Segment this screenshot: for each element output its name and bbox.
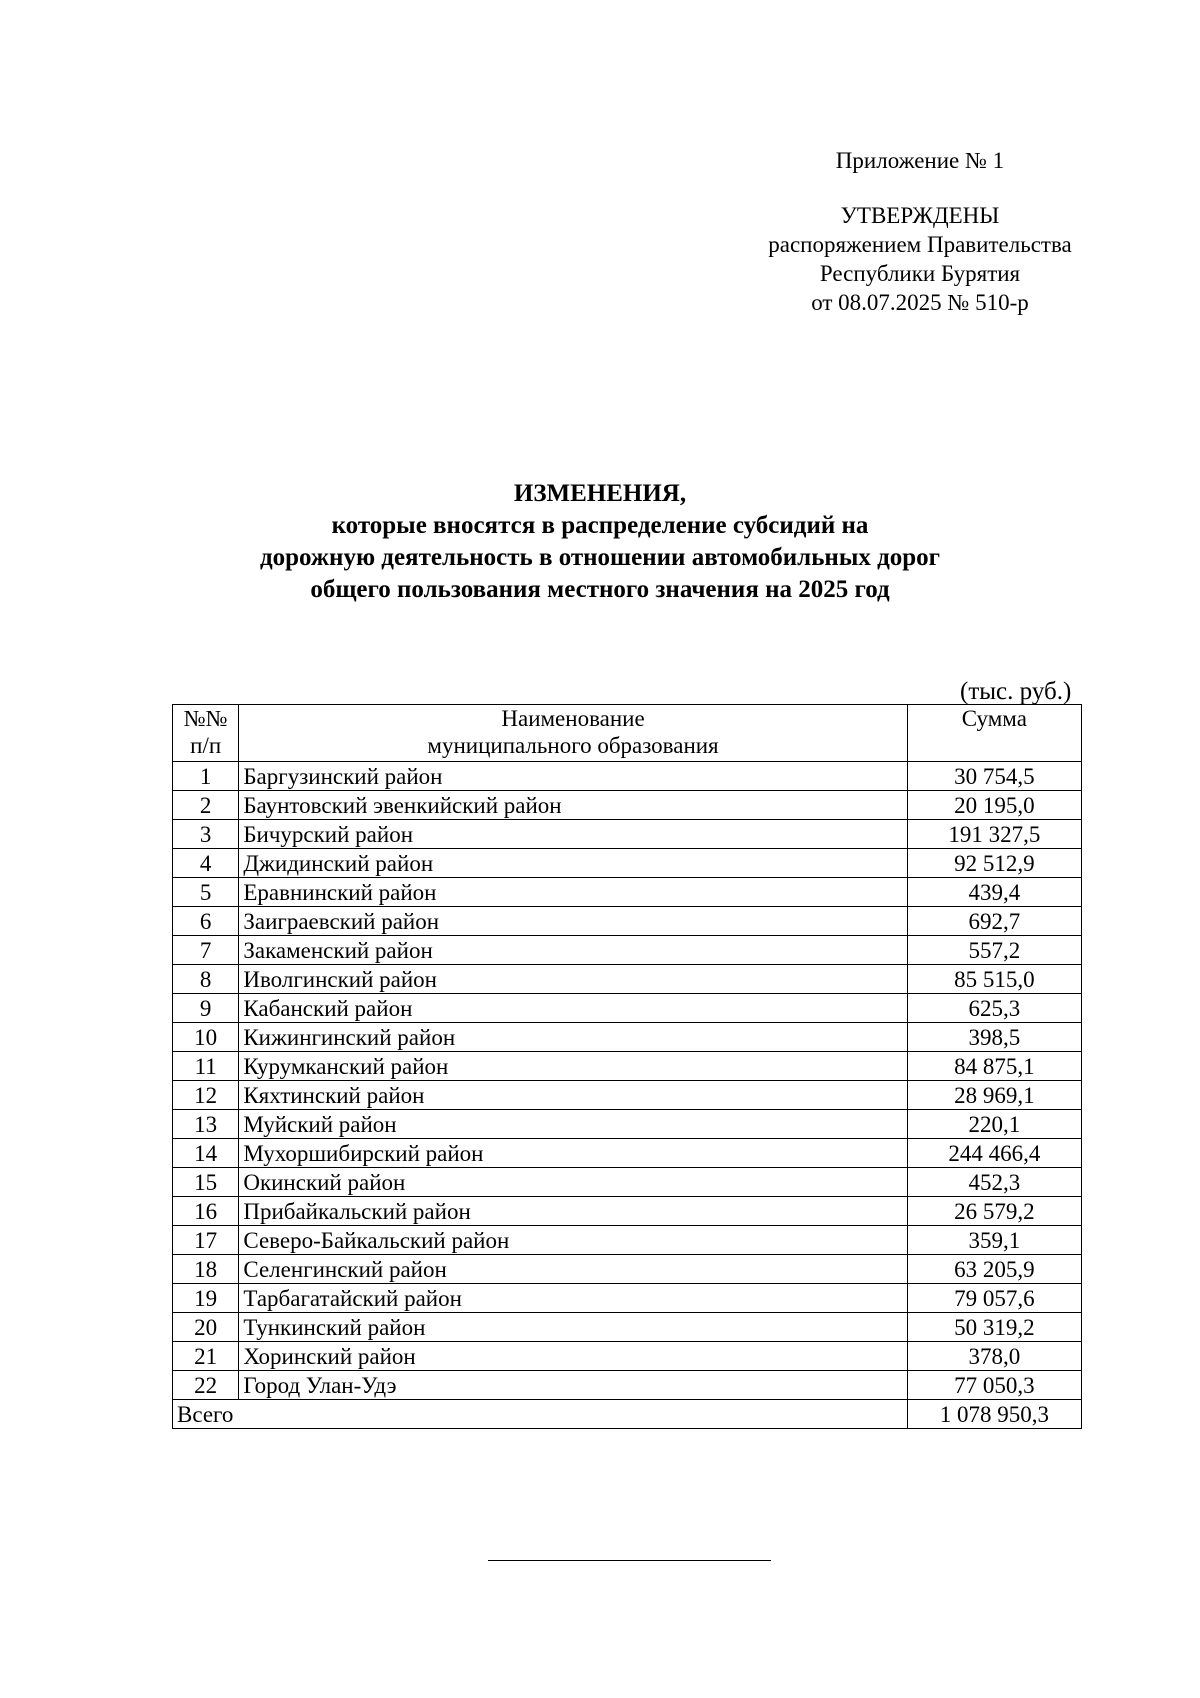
table-row [173, 1342, 1082, 1371]
row-name: Заиграевский район [239, 907, 907, 936]
table-header-row [173, 705, 1082, 762]
row-number: 20 [173, 1313, 239, 1342]
row-number: 13 [173, 1110, 239, 1139]
table-row [173, 1313, 1082, 1342]
row-number: 15 [173, 1168, 239, 1197]
row-sum: 26 579,2 [907, 1197, 1081, 1226]
table-row [173, 849, 1082, 878]
approval-line-3: от 08.07.2025 № 510-р [811, 290, 1029, 315]
table-row [173, 762, 1082, 791]
footer-divider [488, 1560, 771, 1561]
table-row [173, 791, 1082, 820]
table-row [173, 1023, 1082, 1052]
distribution-table [172, 704, 1082, 1429]
row-number: 1 [173, 762, 239, 791]
row-sum: 191 327,5 [907, 820, 1081, 849]
table-row [173, 1226, 1082, 1255]
row-name: Иволгинский район [239, 965, 907, 994]
approved-heading: УТВЕРЖДЕНЫ [840, 203, 1000, 228]
row-name: Прибайкальский район [239, 1197, 907, 1226]
row-name: Селенгинский район [239, 1255, 907, 1284]
title-line-2: которые вносятся в распределение субсидий на [331, 512, 869, 539]
row-name: Тункинский район [239, 1313, 907, 1342]
table-row [173, 936, 1082, 965]
table-row [173, 820, 1082, 849]
row-sum: 30 754,5 [907, 762, 1081, 791]
row-number: 16 [173, 1197, 239, 1226]
row-sum: 244 466,4 [907, 1139, 1081, 1168]
total-sum: 1 078 950,3 [907, 1400, 1081, 1429]
row-sum: 378,0 [907, 1342, 1081, 1371]
row-sum: 79 057,6 [907, 1284, 1081, 1313]
row-number: 21 [173, 1342, 239, 1371]
row-number: 14 [173, 1139, 239, 1168]
units-label: (тыс. руб.) [960, 678, 1072, 705]
header-sum: Сумма [907, 705, 1081, 762]
row-name: Джидинский район [239, 849, 907, 878]
table-row [173, 1139, 1082, 1168]
title-line-1: ИЗМЕНЕНИЯ, [513, 480, 687, 507]
row-name: Закаменский район [239, 936, 907, 965]
row-number: 8 [173, 965, 239, 994]
total-label: Всего [173, 1400, 908, 1429]
row-sum: 625,3 [907, 994, 1081, 1023]
row-name: Баргузинский район [239, 762, 907, 791]
row-name: Мухоршибирский район [239, 1139, 907, 1168]
row-number: 12 [173, 1081, 239, 1110]
appendix-label: Приложение № 1 [835, 148, 1005, 173]
row-sum: 92 512,9 [907, 849, 1081, 878]
row-sum: 63 205,9 [907, 1255, 1081, 1284]
row-number: 2 [173, 791, 239, 820]
row-name: Баунтовский эвенкийский район [239, 791, 907, 820]
row-number: 4 [173, 849, 239, 878]
row-number: 11 [173, 1052, 239, 1081]
row-sum: 398,5 [907, 1023, 1081, 1052]
header-name-line-1: Наименование [501, 706, 645, 731]
header-number [173, 705, 239, 762]
row-sum: 452,3 [907, 1168, 1081, 1197]
table-row [173, 1255, 1082, 1284]
row-name: Кижингинский район [239, 1023, 907, 1052]
row-number: 22 [173, 1371, 239, 1400]
row-number: 18 [173, 1255, 239, 1284]
approval-line-2: Республики Бурятия [819, 261, 1021, 286]
row-sum: 77 050,3 [907, 1371, 1081, 1400]
row-sum: 439,4 [907, 878, 1081, 907]
row-name: Курумканский район [239, 1052, 907, 1081]
row-name: Город Улан-Удэ [239, 1371, 907, 1400]
table-row [173, 1371, 1082, 1400]
table-row [173, 994, 1082, 1023]
row-name: Кабанский район [239, 994, 907, 1023]
row-name: Еравнинский район [239, 878, 907, 907]
row-sum: 220,1 [907, 1110, 1081, 1139]
row-number: 7 [173, 936, 239, 965]
table-row [173, 965, 1082, 994]
row-sum: 50 319,2 [907, 1313, 1081, 1342]
table-row [173, 1284, 1082, 1313]
row-sum: 28 969,1 [907, 1081, 1081, 1110]
row-sum: 557,2 [907, 936, 1081, 965]
row-number: 9 [173, 994, 239, 1023]
title-line-4: общего пользования местного значения на 2025 год [310, 576, 890, 603]
row-number: 19 [173, 1284, 239, 1313]
header-name-line-2: муниципального образования [427, 733, 719, 758]
table-row [173, 1197, 1082, 1226]
table-row [173, 1081, 1082, 1110]
header-name [239, 705, 907, 762]
table-row [173, 1052, 1082, 1081]
row-sum: 20 195,0 [907, 791, 1081, 820]
row-name: Кяхтинский район [239, 1081, 907, 1110]
table-row [173, 907, 1082, 936]
table-row [173, 1168, 1082, 1197]
row-number: 10 [173, 1023, 239, 1052]
row-sum: 84 875,1 [907, 1052, 1081, 1081]
row-number: 17 [173, 1226, 239, 1255]
table-row [173, 878, 1082, 907]
row-sum: 85 515,0 [907, 965, 1081, 994]
row-sum: 692,7 [907, 907, 1081, 936]
approval-line-1: распоряжением Правительства [768, 232, 1072, 257]
document-title [0, 478, 1200, 606]
row-number: 3 [173, 820, 239, 849]
row-number: 6 [173, 907, 239, 936]
row-name: Бичурский район [239, 820, 907, 849]
title-line-3: дорожную деятельность в отношении автомобильных дорог [259, 544, 940, 571]
table-total-row [173, 1400, 1082, 1429]
table-body [173, 762, 1082, 1400]
row-name: Тарбагатайский район [239, 1284, 907, 1313]
approval-stamp [640, 201, 1200, 317]
row-name: Муйский район [239, 1110, 907, 1139]
row-name: Хоринский район [239, 1342, 907, 1371]
row-number: 5 [173, 878, 239, 907]
row-name: Северо-Байкальский район [239, 1226, 907, 1255]
header-number-line-1: №№ [183, 706, 228, 731]
table-row [173, 1110, 1082, 1139]
header-number-line-2: п/п [190, 733, 222, 758]
row-sum: 359,1 [907, 1226, 1081, 1255]
row-name: Окинский район [239, 1168, 907, 1197]
